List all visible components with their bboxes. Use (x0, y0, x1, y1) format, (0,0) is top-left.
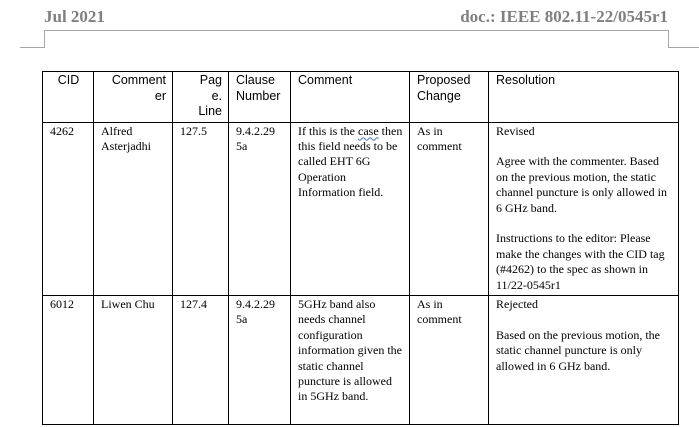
cell-page-line: 127.4 (173, 295, 229, 424)
comment-resolution-table (42, 71, 679, 425)
table-row (43, 122, 679, 295)
header-rule (44, 30, 668, 31)
cell-commenter: Alfred Asterjadhi (94, 122, 173, 295)
cell-clause: 9.4.2.29 5a (229, 122, 291, 295)
cell-commenter: Liwen Chu (94, 295, 173, 424)
col-header-commenter: Comment er (94, 72, 173, 123)
resolution-instructions: Instructions to the editor: Please make the changes with the CID tag (#4262) to the spec as shown in 11/22-0545r1 (496, 231, 665, 292)
cell-comment: 5GHz band also needs channel configuration information given the static channel puncture is allowed in 5GHz band. (291, 295, 410, 424)
comment-text-part: then this field needs to be called EHT 6G Operation Information field. (298, 123, 403, 200)
cell-cid: 6012 (43, 295, 94, 424)
resolution-text: Based on the previous motion, the static channel puncture is only allowed in 6 GHz band. (496, 327, 660, 373)
cell-comment (291, 122, 410, 295)
cell-cid: 4262 (43, 122, 94, 295)
resolution-text: Agree with the commenter. Based on the previous motion, the static channel puncture is only allowed in 6 GHz band. (496, 154, 667, 215)
cell-resolution (489, 122, 679, 295)
resolution-status: Rejected (496, 296, 538, 311)
col-header-page-line: Pag e. Line (173, 72, 229, 123)
resolution-status: Revised (496, 123, 535, 138)
table-header-row (43, 72, 679, 123)
corner-mark-left-h (20, 47, 45, 48)
spellcheck-word[interactable]: case (358, 123, 379, 138)
comment-text-part: If this is the (298, 123, 358, 138)
col-header-proposed-change: Proposed Change (410, 72, 489, 123)
corner-mark-right-h (668, 47, 699, 48)
cell-clause: 9.4.2.29 5a (229, 295, 291, 424)
corner-mark-left (44, 30, 45, 47)
cell-proposed-change: As in comment (410, 122, 489, 295)
cell-proposed-change: As in comment (410, 295, 489, 424)
col-header-cid: CID (43, 72, 94, 123)
corner-mark-right (668, 30, 669, 47)
header-date: Jul 2021 (44, 7, 105, 26)
header-doc-id: doc.: IEEE 802.11-22/0545r1 (460, 7, 668, 26)
table-row (43, 295, 679, 424)
cell-resolution (489, 295, 679, 424)
col-header-comment: Comment (291, 72, 410, 123)
col-header-clause: Clause Number (229, 72, 291, 123)
cell-page-line: 127.5 (173, 122, 229, 295)
col-header-resolution: Resolution (489, 72, 679, 123)
